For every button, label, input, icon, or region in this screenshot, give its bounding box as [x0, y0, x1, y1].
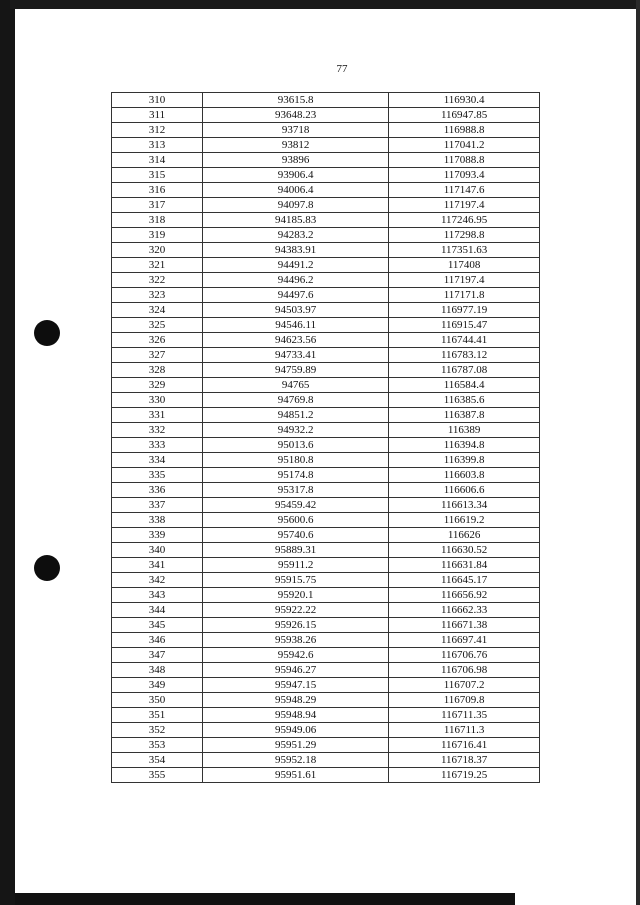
- row-index-cell: 350: [112, 693, 203, 708]
- second-value-cell: 116385.6: [389, 393, 540, 408]
- data-table: [111, 92, 540, 783]
- table-row: [112, 513, 540, 528]
- first-value-cell: 95948.94: [203, 708, 389, 723]
- second-value-cell: 116697.41: [389, 633, 540, 648]
- row-index-cell: 339: [112, 528, 203, 543]
- first-value-cell: 95317.8: [203, 483, 389, 498]
- table-row: [112, 123, 540, 138]
- table-row: [112, 273, 540, 288]
- second-value-cell: 116930.4: [389, 93, 540, 108]
- table-row: [112, 483, 540, 498]
- first-value-cell: 95180.8: [203, 453, 389, 468]
- table-row: [112, 198, 540, 213]
- second-value-cell: 117147.6: [389, 183, 540, 198]
- row-index-cell: 351: [112, 708, 203, 723]
- row-index-cell: 343: [112, 588, 203, 603]
- first-value-cell: 95915.75: [203, 573, 389, 588]
- second-value-cell: 116606.6: [389, 483, 540, 498]
- row-index-cell: 327: [112, 348, 203, 363]
- table-row: [112, 183, 540, 198]
- second-value-cell: 116626: [389, 528, 540, 543]
- table-row: [112, 228, 540, 243]
- row-index-cell: 335: [112, 468, 203, 483]
- table-row: [112, 378, 540, 393]
- row-index-cell: 342: [112, 573, 203, 588]
- first-value-cell: 95938.26: [203, 633, 389, 648]
- scan-left-edge: [0, 0, 15, 905]
- second-value-cell: 117298.8: [389, 228, 540, 243]
- row-index-cell: 320: [112, 243, 203, 258]
- first-value-cell: 94496.2: [203, 273, 389, 288]
- row-index-cell: 338: [112, 513, 203, 528]
- second-value-cell: 116744.41: [389, 333, 540, 348]
- first-value-cell: 95740.6: [203, 528, 389, 543]
- second-value-cell: 117093.4: [389, 168, 540, 183]
- row-index-cell: 345: [112, 618, 203, 633]
- row-index-cell: 311: [112, 108, 203, 123]
- second-value-cell: 116707.2: [389, 678, 540, 693]
- table-row: [112, 333, 540, 348]
- row-index-cell: 336: [112, 483, 203, 498]
- table-row: [112, 573, 540, 588]
- row-index-cell: 337: [112, 498, 203, 513]
- row-index-cell: 324: [112, 303, 203, 318]
- first-value-cell: 95600.6: [203, 513, 389, 528]
- second-value-cell: 116394.8: [389, 438, 540, 453]
- second-value-cell: 116603.8: [389, 468, 540, 483]
- first-value-cell: 94006.4: [203, 183, 389, 198]
- row-index-cell: 346: [112, 633, 203, 648]
- row-index-cell: 313: [112, 138, 203, 153]
- second-value-cell: 116706.98: [389, 663, 540, 678]
- table-row: [112, 468, 540, 483]
- second-value-cell: 116711.35: [389, 708, 540, 723]
- table-row: [112, 588, 540, 603]
- first-value-cell: 95942.6: [203, 648, 389, 663]
- table-row: [112, 408, 540, 423]
- table-row: [112, 93, 540, 108]
- second-value-cell: 116389: [389, 423, 540, 438]
- first-value-cell: 94932.2: [203, 423, 389, 438]
- row-index-cell: 321: [112, 258, 203, 273]
- first-value-cell: 94283.2: [203, 228, 389, 243]
- first-value-cell: 95459.42: [203, 498, 389, 513]
- first-value-cell: 93615.8: [203, 93, 389, 108]
- row-index-cell: 329: [112, 378, 203, 393]
- second-value-cell: 117041.2: [389, 138, 540, 153]
- second-value-cell: 116671.38: [389, 618, 540, 633]
- second-value-cell: 116711.3: [389, 723, 540, 738]
- first-value-cell: 93906.4: [203, 168, 389, 183]
- table-row: [112, 318, 540, 333]
- first-value-cell: 93718: [203, 123, 389, 138]
- first-value-cell: 94097.8: [203, 198, 389, 213]
- first-value-cell: 95922.22: [203, 603, 389, 618]
- table-row: [112, 288, 540, 303]
- table-row: [112, 768, 540, 783]
- scan-top-edge: [10, 0, 638, 9]
- table-row: [112, 723, 540, 738]
- first-value-cell: 95951.29: [203, 738, 389, 753]
- row-index-cell: 344: [112, 603, 203, 618]
- row-index-cell: 316: [112, 183, 203, 198]
- first-value-cell: 94733.41: [203, 348, 389, 363]
- first-value-cell: 94851.2: [203, 408, 389, 423]
- first-value-cell: 94497.6: [203, 288, 389, 303]
- first-value-cell: 94623.56: [203, 333, 389, 348]
- row-index-cell: 314: [112, 153, 203, 168]
- first-value-cell: 94185.83: [203, 213, 389, 228]
- first-value-cell: 95889.31: [203, 543, 389, 558]
- second-value-cell: 116787.08: [389, 363, 540, 378]
- table-row: [112, 348, 540, 363]
- second-value-cell: 116645.17: [389, 573, 540, 588]
- second-value-cell: 116709.8: [389, 693, 540, 708]
- second-value-cell: 116630.52: [389, 543, 540, 558]
- second-value-cell: 116619.2: [389, 513, 540, 528]
- second-value-cell: 117088.8: [389, 153, 540, 168]
- first-value-cell: 94503.97: [203, 303, 389, 318]
- row-index-cell: 330: [112, 393, 203, 408]
- second-value-cell: 116783.12: [389, 348, 540, 363]
- first-value-cell: 94769.8: [203, 393, 389, 408]
- table-row: [112, 708, 540, 723]
- table-row: [112, 108, 540, 123]
- table-row: [112, 693, 540, 708]
- first-value-cell: 95948.29: [203, 693, 389, 708]
- second-value-cell: 116399.8: [389, 453, 540, 468]
- row-index-cell: 312: [112, 123, 203, 138]
- first-value-cell: 95946.27: [203, 663, 389, 678]
- second-value-cell: 116718.37: [389, 753, 540, 768]
- first-value-cell: 94759.89: [203, 363, 389, 378]
- row-index-cell: 331: [112, 408, 203, 423]
- second-value-cell: 117408: [389, 258, 540, 273]
- second-value-cell: 116706.76: [389, 648, 540, 663]
- table-row: [112, 738, 540, 753]
- second-value-cell: 116988.8: [389, 123, 540, 138]
- table-row: [112, 648, 540, 663]
- table-body: [112, 93, 540, 783]
- table-row: [112, 753, 540, 768]
- first-value-cell: 95013.6: [203, 438, 389, 453]
- row-index-cell: 334: [112, 453, 203, 468]
- table-row: [112, 603, 540, 618]
- row-index-cell: 341: [112, 558, 203, 573]
- row-index-cell: 318: [112, 213, 203, 228]
- second-value-cell: 116719.25: [389, 768, 540, 783]
- table-row: [112, 633, 540, 648]
- first-value-cell: 94765: [203, 378, 389, 393]
- table-row: [112, 498, 540, 513]
- table-row: [112, 663, 540, 678]
- second-value-cell: 117197.4: [389, 273, 540, 288]
- row-index-cell: 349: [112, 678, 203, 693]
- row-index-cell: 355: [112, 768, 203, 783]
- table-row: [112, 618, 540, 633]
- row-index-cell: 332: [112, 423, 203, 438]
- scan-right-edge: [636, 0, 640, 905]
- punch-hole: [34, 320, 60, 346]
- row-index-cell: 353: [112, 738, 203, 753]
- row-index-cell: 323: [112, 288, 203, 303]
- row-index-cell: 328: [112, 363, 203, 378]
- table-row: [112, 168, 540, 183]
- table-row: [112, 453, 540, 468]
- first-value-cell: 95949.06: [203, 723, 389, 738]
- table-row: [112, 423, 540, 438]
- first-value-cell: 95920.1: [203, 588, 389, 603]
- second-value-cell: 117197.4: [389, 198, 540, 213]
- row-index-cell: 326: [112, 333, 203, 348]
- first-value-cell: 95926.15: [203, 618, 389, 633]
- table-row: [112, 528, 540, 543]
- first-value-cell: 94491.2: [203, 258, 389, 273]
- table-row: [112, 363, 540, 378]
- second-value-cell: 117246.95: [389, 213, 540, 228]
- table-row: [112, 213, 540, 228]
- second-value-cell: 116584.4: [389, 378, 540, 393]
- page-number: 77: [336, 63, 348, 75]
- row-index-cell: 319: [112, 228, 203, 243]
- first-value-cell: 95952.18: [203, 753, 389, 768]
- second-value-cell: 116716.41: [389, 738, 540, 753]
- row-index-cell: 347: [112, 648, 203, 663]
- second-value-cell: 116613.34: [389, 498, 540, 513]
- table-row: [112, 438, 540, 453]
- first-value-cell: 95947.15: [203, 678, 389, 693]
- first-value-cell: 94546.11: [203, 318, 389, 333]
- first-value-cell: 95911.2: [203, 558, 389, 573]
- table-row: [112, 393, 540, 408]
- first-value-cell: 93812: [203, 138, 389, 153]
- row-index-cell: 354: [112, 753, 203, 768]
- second-value-cell: 117171.8: [389, 288, 540, 303]
- row-index-cell: 333: [112, 438, 203, 453]
- table-row: [112, 303, 540, 318]
- row-index-cell: 322: [112, 273, 203, 288]
- second-value-cell: 116947.85: [389, 108, 540, 123]
- table-row: [112, 558, 540, 573]
- scan-bottom-edge: [15, 893, 515, 905]
- second-value-cell: 116977.19: [389, 303, 540, 318]
- table-row: [112, 153, 540, 168]
- first-value-cell: 95951.61: [203, 768, 389, 783]
- first-value-cell: 93648.23: [203, 108, 389, 123]
- table-row: [112, 258, 540, 273]
- row-index-cell: 348: [112, 663, 203, 678]
- second-value-cell: 116662.33: [389, 603, 540, 618]
- second-value-cell: 116631.84: [389, 558, 540, 573]
- first-value-cell: 94383.91: [203, 243, 389, 258]
- second-value-cell: 116915.47: [389, 318, 540, 333]
- first-value-cell: 95174.8: [203, 468, 389, 483]
- table-row: [112, 243, 540, 258]
- row-index-cell: 352: [112, 723, 203, 738]
- row-index-cell: 340: [112, 543, 203, 558]
- row-index-cell: 317: [112, 198, 203, 213]
- punch-hole: [34, 555, 60, 581]
- table-row: [112, 138, 540, 153]
- row-index-cell: 325: [112, 318, 203, 333]
- table-row: [112, 543, 540, 558]
- second-value-cell: 116656.92: [389, 588, 540, 603]
- table-row: [112, 678, 540, 693]
- second-value-cell: 117351.63: [389, 243, 540, 258]
- first-value-cell: 93896: [203, 153, 389, 168]
- row-index-cell: 315: [112, 168, 203, 183]
- row-index-cell: 310: [112, 93, 203, 108]
- second-value-cell: 116387.8: [389, 408, 540, 423]
